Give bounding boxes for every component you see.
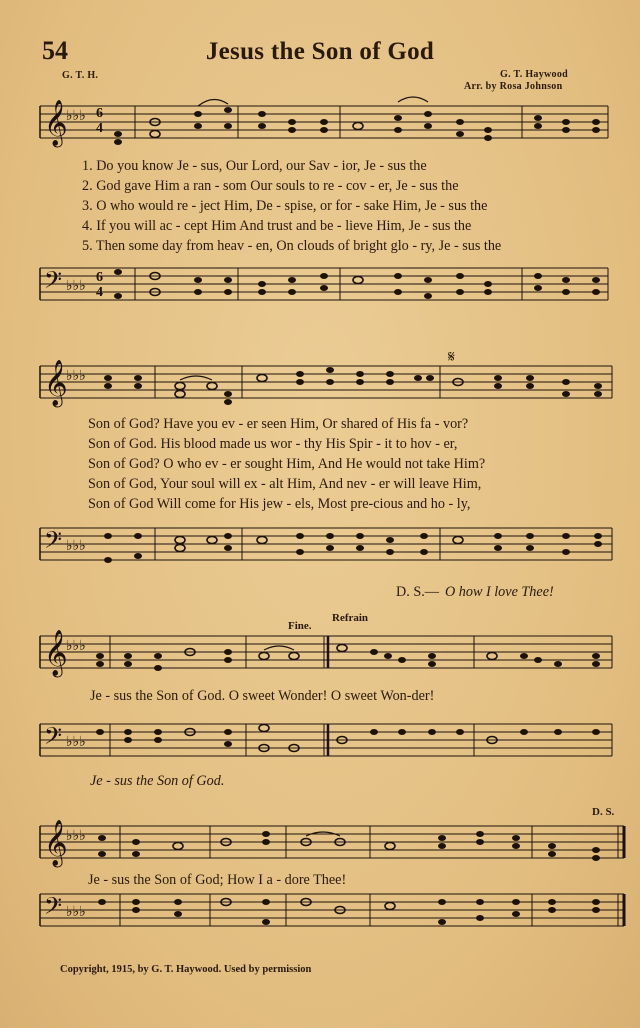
verse-3-line-1: 3. O who would re - ject Him, De - spise, or for - sake Him, Je - sus the [82,198,488,214]
svg-text:♭♭♭: ♭♭♭ [66,829,86,844]
verse-1-line-2: Son of God? Have you ev - er seen Him, Or shared of His fa - vor? [88,416,469,432]
svg-text:𝄞: 𝄞 [44,630,68,675]
svg-text:4: 4 [96,285,103,300]
hymn-title: Jesus the Son of God [205,38,435,65]
verse-4-line-1: 4. If you will ac - cept Him And trust and be - lieve Him, Je - sus the [82,218,472,234]
svg-text:𝄢: 𝄢 [44,528,63,559]
ds-end-marker: D. S. [592,806,615,818]
copyright-notice: Copyright, 1915, by G. T. Haywood. Used by permission [60,964,312,975]
svg-text:♭♭♭: ♭♭♭ [66,279,86,294]
bass-echo-lyrics: Je - sus the Son of God. [90,773,225,789]
verse-2-line-2: Son of God. His blood made us wor - thy His Spir - it to hov - er, [88,436,458,452]
svg-text:𝄢: 𝄢 [44,894,63,925]
svg-text:♭♭♭: ♭♭♭ [66,369,86,384]
svg-text:𝄞: 𝄞 [44,360,68,405]
svg-text:6: 6 [96,270,103,285]
arranger-credit: Arr. by Rosa Johnson [464,81,563,92]
verse-3-line-2: Son of God? O who ev - er sought Him, And He would not take Him? [88,456,486,472]
svg-text:𝄞: 𝄞 [44,820,68,865]
ds-direction [396,584,554,601]
svg-text:𝄞: 𝄞 [44,100,68,146]
treble-notes-1 [114,107,600,145]
lyricist-initials: G. T. H. [62,70,99,81]
verse-2-line-1: 2. God gave Him a ran - som Our souls to re - cov - er, Je - sus the [82,178,459,194]
ds-text: O how I love Thee! [444,584,554,600]
hymn-number: 54 [42,36,68,65]
svg-text:♭♭♭: ♭♭♭ [66,639,86,654]
fine-marker: Fine. [288,620,312,632]
composer-credit: G. T. Haywood [500,69,568,80]
bass-staff-1 [40,268,608,300]
svg-text:4: 4 [96,121,103,136]
svg-text:♭♭♭: ♭♭♭ [66,735,86,750]
refrain-lyrics-1: Je - sus the Son of God. O sweet Wonder! O sweet Won-der! [90,688,435,704]
svg-text:♭♭♭: ♭♭♭ [66,539,86,554]
ds-label: D. S.— [396,584,439,600]
bass-staff-2 [40,528,612,560]
svg-text:𝄢: 𝄢 [44,266,63,299]
svg-text:6: 6 [96,106,103,121]
svg-text:♭♭♭: ♭♭♭ [66,109,86,124]
verse-1-line-1: 1. Do you know Je - sus, Our Lord, our Sav - ior, Je - sus the [82,158,427,174]
svg-text:♭♭♭: ♭♭♭ [66,905,86,920]
svg-text:𝄋: 𝄋 [448,349,455,366]
verse-4-line-2: Son of God, Your soul will ex - alt Him, And nev - er will leave Him, [88,476,482,492]
refrain-lyrics-2: Je - sus the Son of God; How I a - dore Thee! [88,872,347,888]
verse-5-line-1: 5. Then some day from heav - en, On clouds of bright glo - ry, Je - sus the [82,238,502,254]
svg-text:𝄢: 𝄢 [44,724,63,755]
refrain-marker: Refrain [332,612,369,624]
verse-5-line-2: Son of God Will come for His jew - els, Most pre-cious and ho - ly, [88,496,471,512]
